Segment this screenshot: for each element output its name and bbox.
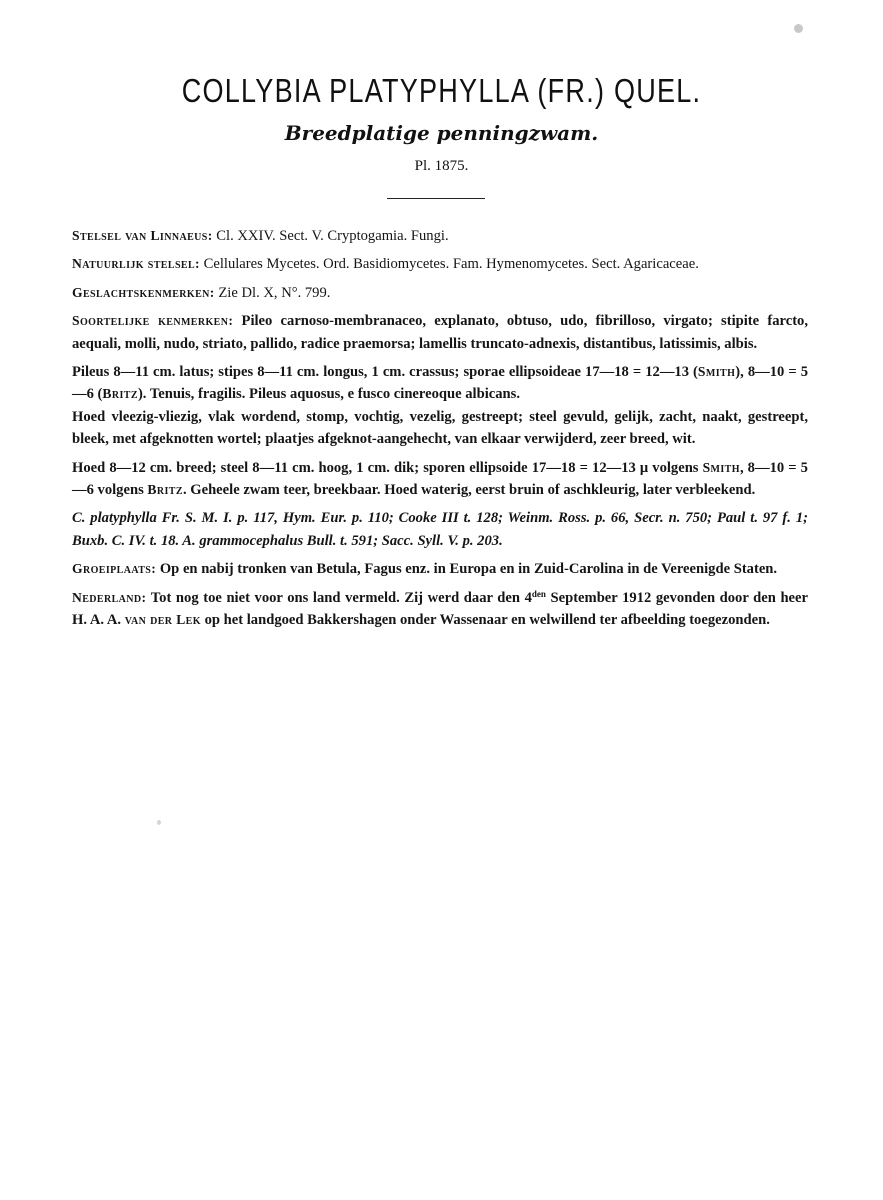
person-name: van der Lek [124,612,201,628]
section-text: Tot nog toe niet voor ons land vermeld. Zij werd daar den 4 [146,589,532,606]
divider-rule [387,198,485,199]
section-label: Soortelijke kenmerken: [72,313,234,329]
description-body [72,225,808,638]
section-label: Groeiplaats: [72,561,157,577]
section-text: Cl. XXIV. Sect. V. Cryptogamia. Fungi. [212,228,449,244]
species-title: COLLYBIA PLATYPHYLLA (FR.) QUEL. [181,72,702,109]
section-nederland [72,587,808,632]
scan-speck [794,24,803,33]
section-text: ), 8—10 = 5—6 ( [72,364,808,403]
section-text: Hoed vleezig-vliezig, vlak wordend, stomp, vochtig, vezelig, gestreept; steel gevuld, gelijk, zacht, naakt, gestreept, bleek, met afgeknotten wortel; plaatjes afgeknot-aangehecht, van elkaar verwijderd, zeer breed, wit. [72,408,808,448]
section-text: Pileo carnoso-membranaceo, explanato, obtuso, udo, fibrilloso, virgato; stipite farcto, aequali, molli, nudo, striato, pallido, radice praemorsa; lamellis truncato-adnexis, distantibus, latissimis, albis. [72,313,809,352]
section-text: Hoed 8—12 cm. breed; steel 8—11 cm. hoog, 1 cm. dik; sporen ellipsoide 17—18 = 12—13 μ volgens [72,459,703,476]
section-text: Pileus 8—11 cm. latus; stipes 8—11 cm. longus, 1 cm. crassus; sporae ellipsoideae 17—18 = 12—13 ( [72,364,698,381]
author-britz: Britz [102,386,138,402]
section-soort [72,310,808,355]
section-label: Geslachtskenmerken: [72,284,215,300]
section-label: Nederland: [72,589,147,605]
section-text: Zie Dl. X, N°. 799. [214,284,331,301]
section-label: Stelsel van Linnaeus: [72,228,213,243]
section-text: . Geheele zwam teer, breekbaar. Hoed waterig, eerst bruin of aschkleurig, later verbleekend. [182,482,756,499]
section-text: September 1912 gevonden door den heer H. A. A. [72,589,808,629]
section-geslacht [72,282,808,304]
section-label: Natuurlijk stelsel: [72,256,200,272]
section-text: ). Tenuis, fragilis. Pileus aquosus, e fusco cinereoque albicans. [137,386,520,403]
section-text: Cellulares Mycetes. Ord. Basidiomycetes. Fam. Hymenomycetes. Sect. Agaricaceae. [199,256,699,273]
section-hoed-nl [72,406,808,451]
scan-speck [157,820,161,825]
date-suffix: den [531,588,546,599]
section-pileus [72,361,808,406]
section-text: op het landgoed Bakkershagen onder Wassenaar en welwillend ter afbeelding toegezonden. [200,612,770,629]
section-text: Op en nabij tronken van Betula, Fagus enz. in Europa en in Zuid-Carolina in de Vereenigde Staten. [156,561,778,578]
section-natuurlijk [72,253,808,275]
section-literatuur [72,507,808,552]
author-smith: Smith [697,364,736,380]
dutch-name: Breedplatige penningzwam. [284,121,599,145]
section-groeiplaats [72,558,808,580]
author-smith: Smith [702,459,740,475]
section-text: C. platyphylla Fr. S. M. I. p. 117, Hym. Eur. p. 110; Cooke III t. 128; Weinm. Ross. p. 66, Secr. n. 750; Paul t. 97 f. 1; Buxb. C. IV. t. 18. A. grammocephalus Bull. t. 591; Sacc. Syll. V. p. 203. [72,510,808,549]
section-hoed-maat [72,457,808,502]
plate-number: Pl. 1875. [414,158,469,174]
author-britz: Britz [147,482,183,498]
section-text: , 8—10 = 5—6 volgens [72,459,808,499]
section-linnaeus [72,225,808,247]
